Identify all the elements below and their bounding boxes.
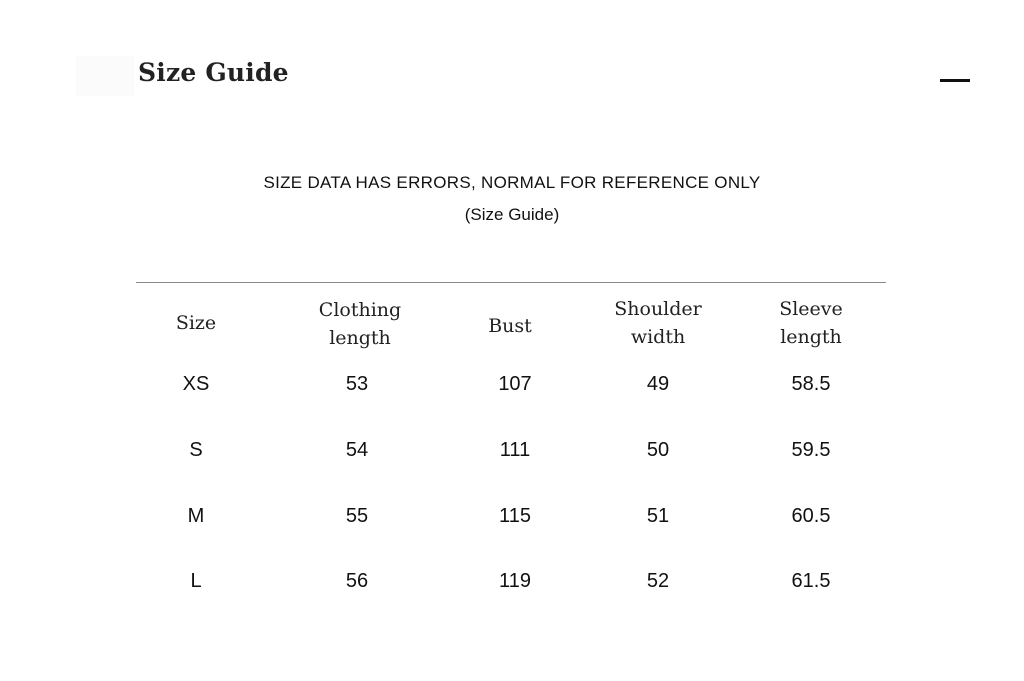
table-cell: 51 — [646, 505, 670, 527]
header-sleeve-length — [779, 295, 843, 351]
header-shoulder-width-line1: Shoulder — [614, 298, 702, 320]
table-cell: M — [187, 505, 205, 527]
minimize-icon[interactable] — [940, 79, 970, 82]
table-cell: 55 — [345, 505, 369, 527]
header-size — [176, 309, 216, 337]
header-bust — [488, 312, 532, 340]
table-cell: 56 — [345, 570, 369, 592]
page-title: Size Guide — [138, 58, 289, 87]
table-cell: 49 — [646, 373, 670, 395]
header-sleeve-length-line1: Sleeve — [779, 298, 843, 320]
table-cell: 52 — [646, 570, 670, 592]
header-clothing-length-line1: Clothing — [318, 299, 402, 321]
header-clothing-length — [319, 296, 401, 352]
table-cell: 59.5 — [791, 439, 831, 461]
header-bust-label: Bust — [488, 315, 532, 337]
table-cell: 111 — [499, 439, 531, 461]
reference-subtitle: (Size Guide) — [464, 205, 560, 224]
header-clothing-length-line2: length — [329, 327, 391, 349]
table-cell: XS — [182, 373, 210, 395]
table-cell: S — [189, 439, 203, 461]
header-shoulder-width-line2: width — [630, 326, 686, 348]
header-shoulder-width — [614, 295, 702, 351]
table-cell: 107 — [498, 373, 532, 395]
table-cell: 119 — [499, 570, 531, 592]
title-decoration — [76, 56, 134, 96]
header-size-label: Size — [175, 312, 217, 334]
table-cell: 50 — [646, 439, 670, 461]
table-cell: 58.5 — [791, 373, 831, 395]
header-sleeve-length-line2: length — [780, 326, 842, 348]
table-cell: 54 — [345, 439, 369, 461]
table-divider — [136, 282, 886, 283]
table-cell: 115 — [499, 505, 531, 527]
reference-note: SIZE DATA HAS ERRORS, NORMAL FOR REFERENCE ONLY — [263, 173, 761, 192]
table-cell: 61.5 — [791, 570, 831, 592]
table-cell: 53 — [345, 373, 369, 395]
table-cell: L — [190, 570, 202, 592]
table-cell: 60.5 — [791, 505, 831, 527]
